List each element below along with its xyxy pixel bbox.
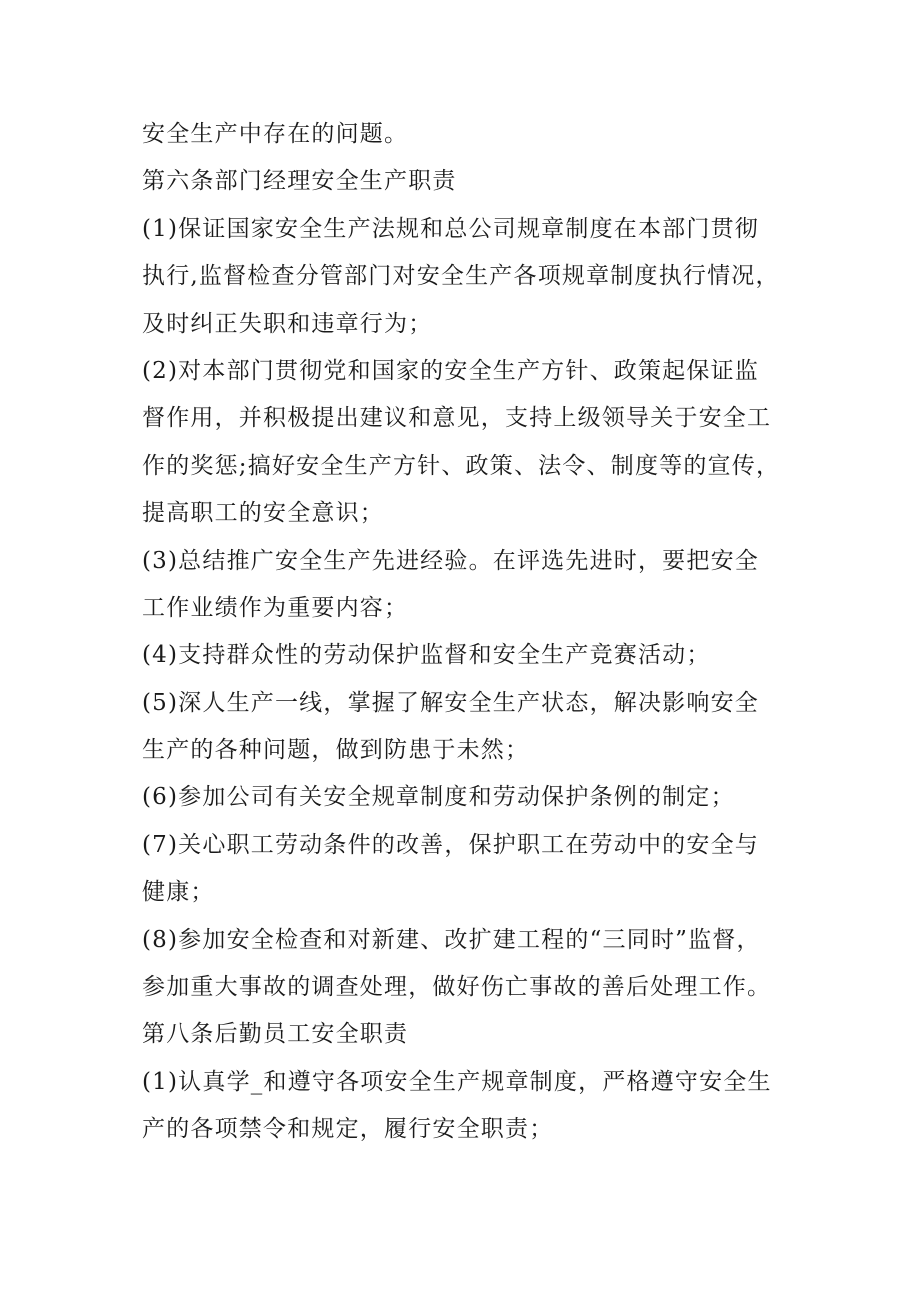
text-line: 安全生产中存在的问题。 [142, 121, 409, 147]
text-line: 生产的各种问题，做到防患于未然； [142, 737, 530, 764]
text-line: 参加重大事故的调查处理，做好伤亡事故的善后处理工作。 [142, 974, 772, 1001]
text-line: 提高职工的安全意识； [142, 500, 384, 527]
section-heading: 第八条后勤员工安全职责 [142, 1021, 409, 1048]
text-line: (2)对本部门贯彻党和国家的安全生产方针、政策起保证监 [142, 357, 759, 384]
text-line: 及时纠正失职和违章行为； [142, 310, 433, 337]
text-line: 健康； [142, 879, 215, 906]
text-line: (1)保证国家安全生产法规和总公司规章制度在本部门贯彻 [142, 215, 759, 242]
text-line: (3)总结推广安全生产先进经验。在评选先进时，要把安全 [142, 547, 759, 574]
text-line: (8)参加安全检查和对新建、改扩建工程的“三同时”监督， [142, 926, 761, 953]
text-line: 执行,监督检查分管部门对安全生产各项规章制度执行情况， [142, 263, 780, 290]
text-line: 产的各项禁令和规定，履行安全职责； [142, 1116, 554, 1143]
section-heading: 第六条部门经理安全生产职责 [142, 168, 457, 195]
text-line: 作的奖惩;搞好安全生产方针、政策、法令、制度等的宣传， [142, 452, 781, 479]
text-line: (5)深人生产一线，掌握了解安全生产状态，解决影响安全 [142, 689, 759, 716]
text-line: (1)认真学_和遵守各项安全生产规章制度，严格遵守安全生 [142, 1068, 772, 1095]
text-line: (6)参加公司有关安全规章制度和劳动保护条例的制定； [142, 784, 735, 811]
text-line: (7)关心职工劳动条件的改善，保护职工在劳动中的安全与 [142, 831, 759, 858]
document-body [142, 111, 802, 1154]
text-line: 工作业绩作为重要内容； [142, 594, 409, 621]
text-line: (4)支持群众性的劳动保护监督和安全生产竞赛活动； [142, 642, 711, 669]
text-line: 督作用，并积极提出建议和意见，支持上级领导关于安全工 [142, 405, 772, 432]
